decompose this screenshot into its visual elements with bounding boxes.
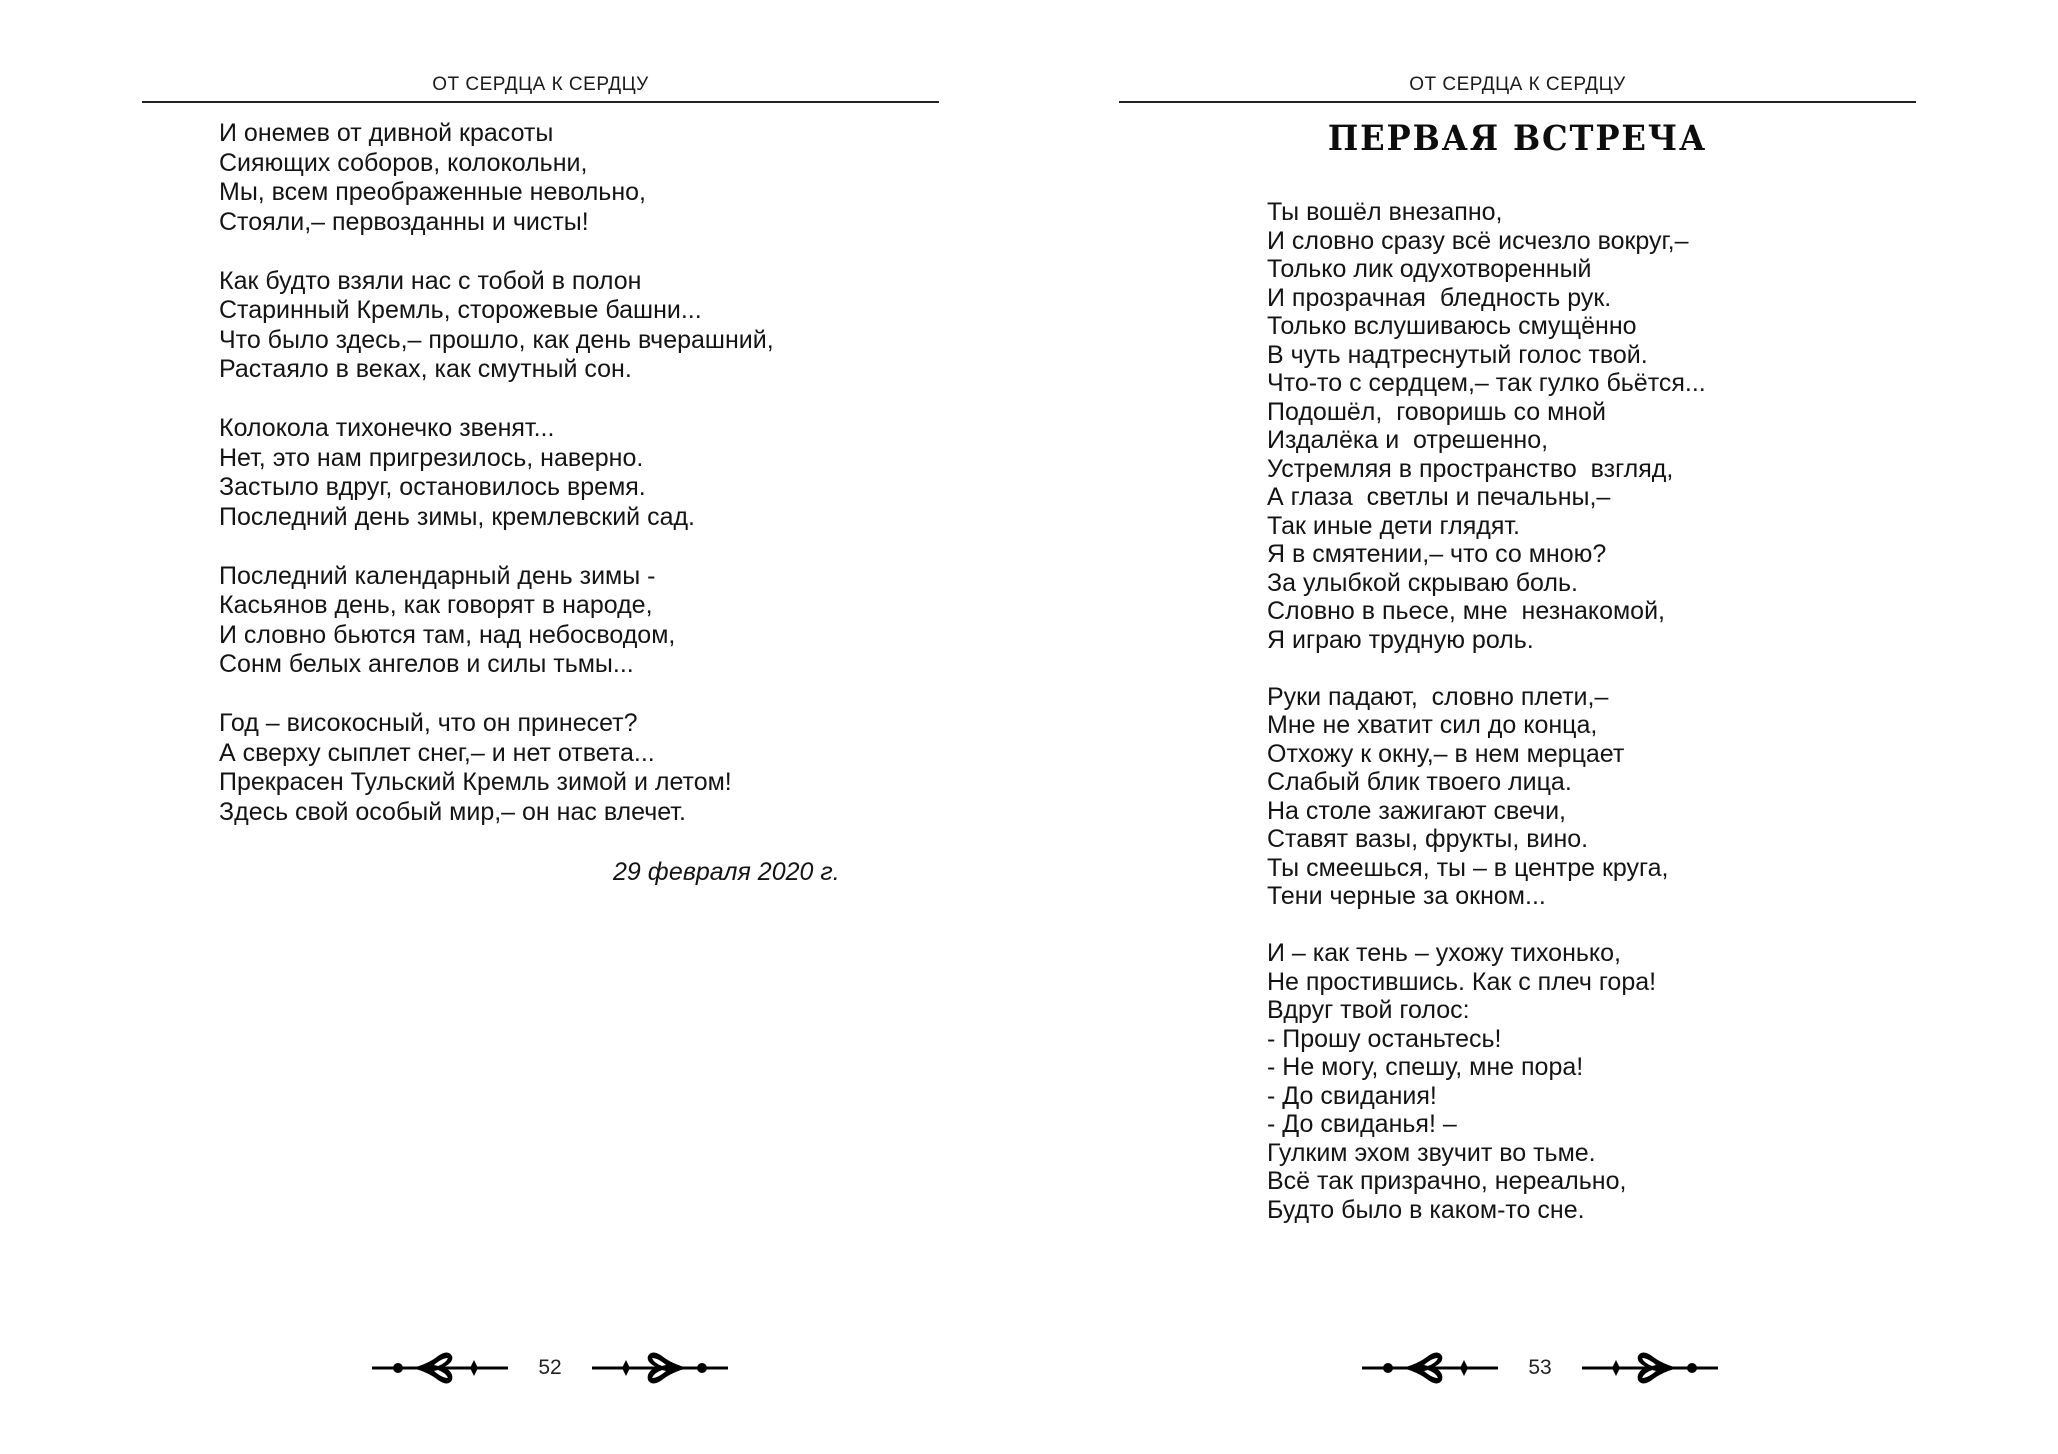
verse-line: - До свиданья! – <box>1267 1110 1457 1138</box>
stanza <box>219 709 774 827</box>
verse-line: Слабый блик твоего лица. <box>1267 768 1572 796</box>
verse-line: - Прошу останьтесь! <box>1267 1024 1502 1053</box>
stanza <box>219 267 774 385</box>
stanza <box>219 119 774 237</box>
poem-date: 29 февраля 2020 г. <box>613 858 840 886</box>
header-rule <box>142 101 939 103</box>
stanza <box>219 414 774 532</box>
running-head: ОТ СЕРДЦА К СЕРДЦУ <box>1409 74 1626 95</box>
verse-line: А сверху сыплет снег,– и нет ответа... <box>219 738 655 767</box>
verse-line: И онемев от дивной красоты <box>219 119 554 147</box>
page-footer <box>372 1350 728 1386</box>
verse-line: Не простившись. Как с плеч гора! <box>1267 967 1657 996</box>
poem-title: ПЕРВАЯ ВСТРЕЧА <box>1327 118 1708 159</box>
verse-line: Здесь свой особый мир,– он нас влечет. <box>219 797 686 826</box>
verse-line: Нет, это нам пригрезилось, наверно. <box>219 443 644 472</box>
fleuron-ornament-icon <box>1362 1350 1502 1386</box>
verse-line: На столе зажигают свечи, <box>1267 796 1566 825</box>
verse-line: - До свидания! <box>1267 1081 1437 1110</box>
page-number: 53 <box>1528 1356 1552 1379</box>
verse-line: Ты вошёл внезапно, <box>1267 198 1503 226</box>
verse-line: Я играю трудную роль. <box>1267 625 1534 654</box>
verse-line: Гулким эхом звучит во тьме. <box>1267 1138 1596 1167</box>
verse-line: Вдруг твой голос: <box>1267 996 1470 1024</box>
verse-line: Отхожу к окну,– в нем мерцает <box>1267 739 1625 768</box>
verse-line: Стояли,– первозданны и чисты! <box>219 207 589 236</box>
verse-line: Только лик одухотворенный <box>1267 255 1592 283</box>
fleuron-ornament-icon <box>1578 1350 1718 1386</box>
verse-line: Мы, всем преображенные невольно, <box>219 178 646 206</box>
verse-line: Что-то с сердцем,– так гулко бьётся... <box>1267 369 1706 397</box>
verse-line: Растаяло в веках, как смутный сон. <box>219 355 632 383</box>
poem-text <box>219 119 774 827</box>
header-rule <box>1119 101 1916 103</box>
page-footer <box>1362 1350 1718 1386</box>
verse-line: В чуть надтреснутый голос твой. <box>1267 340 1648 369</box>
verse-line: А глаза светлы и печальны,– <box>1267 483 1611 511</box>
verse-line: Касьянов день, как говорят в народе, <box>219 591 653 619</box>
running-head: ОТ СЕРДЦА К СЕРДЦУ <box>432 74 649 95</box>
verse-line: Словно в пьесе, мне незнакомой, <box>1267 597 1665 625</box>
verse-line: Ты смеешься, ты – в центре круга, <box>1267 853 1669 882</box>
stanza <box>1267 939 1706 1224</box>
verse-line: - Не могу, спешу, мне пора! <box>1267 1053 1584 1081</box>
verse-line: И словно сразу всё исчезло вокруг,– <box>1267 226 1689 255</box>
verse-line: Прекрасен Тульский Кремль зимой и летом! <box>219 768 732 796</box>
stanza <box>219 562 774 680</box>
verse-line: Всё так призрачно, нереально, <box>1267 1167 1627 1195</box>
verse-line: Только вслушиваюсь смущённо <box>1267 312 1637 340</box>
fleuron-ornament-icon <box>588 1350 728 1386</box>
verse-line: Ставят вазы, фрукты, вино. <box>1267 825 1589 853</box>
verse-line: Я в смятении,– что со мною? <box>1267 540 1607 568</box>
verse-line: Руки падают, словно плети,– <box>1267 682 1609 711</box>
right-page <box>1029 0 2058 1454</box>
poem-text <box>1267 198 1706 1224</box>
verse-line: И – как тень – ухожу тихонько, <box>1267 939 1621 967</box>
fleuron-ornament-icon <box>372 1350 512 1386</box>
verse-line: Подошёл, говоришь со мной <box>1267 397 1606 426</box>
verse-line: Устремляя в пространство взгляд, <box>1267 454 1674 483</box>
verse-line: Что было здесь,– прошло, как день вчерашний, <box>219 325 774 354</box>
verse-line: Издалёка и отрешенно, <box>1267 426 1549 454</box>
stanza <box>1267 683 1706 911</box>
verse-line: Старинный Кремль, сторожевые башни... <box>219 296 702 324</box>
verse-line: И словно бьются там, над небосводом, <box>219 620 676 649</box>
verse-line: Сияющих соборов, колокольни, <box>219 148 588 177</box>
verse-line: Сонм белых ангелов и силы тьмы... <box>219 650 634 678</box>
verse-line: Так иные дети глядят. <box>1267 511 1520 540</box>
verse-line: Последний календарный день зимы - <box>219 561 656 590</box>
verse-line: Последний день зимы, кремлевский сад. <box>219 502 696 531</box>
verse-line: За улыбкой скрываю боль. <box>1267 568 1578 597</box>
verse-line: Тени черные за окном... <box>1267 882 1546 910</box>
verse-line: Как будто взяли нас с тобой в полон <box>219 266 642 295</box>
page-number: 52 <box>538 1356 562 1379</box>
verse-line: Колокола тихонечко звенят... <box>219 414 555 442</box>
verse-line: Будто было в каком-то сне. <box>1267 1195 1585 1224</box>
verse-line: И прозрачная бледность рук. <box>1267 283 1612 312</box>
verse-line: Год – високосный, что он принесет? <box>219 709 638 737</box>
stanza <box>1267 198 1706 654</box>
verse-line: Застыло вдруг, остановилось время. <box>219 473 646 501</box>
verse-line: Мне не хватит сил до конца, <box>1267 711 1598 739</box>
